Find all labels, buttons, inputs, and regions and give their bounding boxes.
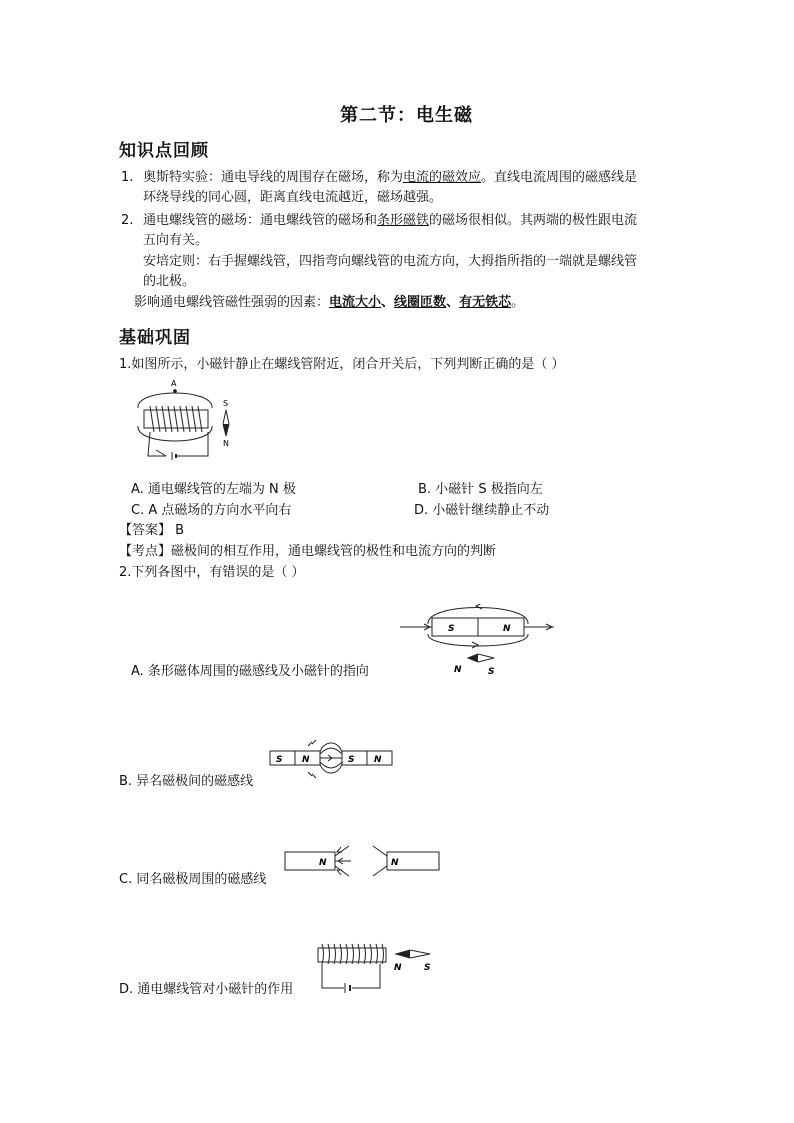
fig1-label-n: N bbox=[223, 439, 229, 448]
question-1-option-b[interactable]: B. 小磁针 S 极指向左 bbox=[418, 482, 543, 497]
fig1-label-s: S bbox=[223, 399, 229, 408]
review-factors bbox=[134, 293, 524, 313]
question-2-figure-a bbox=[398, 604, 558, 676]
figa-label-s: S bbox=[448, 624, 455, 634]
figc-field-lines bbox=[335, 846, 387, 876]
fig1-switch bbox=[156, 450, 166, 456]
question-2-figure-d bbox=[312, 938, 442, 998]
question-1-option-a[interactable]: A. 通电螺线管的左端为 N 极 bbox=[131, 482, 296, 497]
review-item-2-text-cont: 的磁场很相似。其两端的极性跟电流 bbox=[429, 213, 638, 228]
question-2-option-a[interactable]: A. 条形磁体周围的磁感线及小磁针的指向 bbox=[131, 664, 369, 679]
fig1-label-a: A bbox=[171, 379, 177, 388]
review-item-1-line1 bbox=[143, 168, 637, 188]
figd-circuit bbox=[322, 964, 380, 988]
figb-label-s2: S bbox=[348, 755, 355, 765]
figc-label-n2: N bbox=[391, 858, 399, 868]
question-2-figure-b bbox=[268, 738, 398, 780]
figb-label-n1: N bbox=[302, 755, 310, 765]
factor-core: 有无铁芯 bbox=[459, 295, 512, 310]
figd-needle-label-n: N bbox=[394, 963, 402, 973]
figa-needle-label-s: S bbox=[488, 667, 495, 676]
answer-label: 【答案】 bbox=[119, 523, 172, 538]
figa-label-n: N bbox=[503, 624, 511, 634]
section-heading-basics: 基础巩固 bbox=[119, 328, 191, 348]
review-item-2-number: 2. bbox=[121, 213, 134, 228]
question-1-answer bbox=[119, 521, 184, 541]
figa-arrow-top bbox=[476, 604, 482, 609]
fig1-circuit bbox=[148, 432, 208, 456]
figa-needle-n-half bbox=[468, 654, 478, 662]
figb-label-n2: N bbox=[374, 755, 382, 765]
review-item-2-line2: 五向有关。 bbox=[143, 233, 209, 248]
question-1-point bbox=[119, 542, 496, 562]
figd-core bbox=[318, 948, 386, 962]
review-item-1-underlined-term: 电流的磁效应 bbox=[403, 170, 482, 185]
question-2-option-c[interactable]: C. 同名磁极周围的磁感线 bbox=[119, 872, 267, 887]
review-item-1-text-cont: 。直线电流周围的磁感线是 bbox=[481, 170, 638, 185]
fig1-field-line-top bbox=[138, 393, 212, 408]
point-value: 磁极间的相互作用，通电螺线管的极性和电流方向的判断 bbox=[171, 544, 497, 559]
review-item-2-underlined-term: 条形磁铁 bbox=[377, 213, 430, 228]
factors-label: 影响通电螺线管磁性强弱的因素： bbox=[134, 295, 330, 310]
factor-separator: 、 bbox=[446, 295, 460, 310]
factor-turns: 线圈匝数 bbox=[394, 295, 447, 310]
figd-needle-label-s: S bbox=[424, 963, 431, 973]
question-2-stem: 2.下列各图中，有错误的是（ ） bbox=[119, 565, 305, 580]
figc-label-n1: N bbox=[319, 858, 327, 868]
review-item-2-text: 通电螺线管的磁场：通电螺线管的磁场和 bbox=[143, 213, 378, 228]
review-item-2-line4: 的北极。 bbox=[143, 274, 196, 289]
question-1-figure bbox=[126, 376, 246, 472]
fig1-needle-n-half bbox=[223, 424, 229, 436]
section-heading-review: 知识点回顾 bbox=[119, 141, 209, 161]
review-item-1-number: 1. bbox=[121, 170, 134, 185]
question-2-figure-c bbox=[283, 842, 443, 882]
figa-needle-label-n: N bbox=[454, 665, 462, 675]
answer-value: B bbox=[175, 523, 185, 538]
figb-label-s1: S bbox=[276, 755, 283, 765]
review-item-2-line1 bbox=[143, 211, 637, 231]
question-1-stem: 1.如图所示，小磁针静止在螺线管附近，闭合开关后，下列判断正确的是（ ） bbox=[119, 357, 565, 372]
point-label: 【考点】 bbox=[119, 544, 172, 559]
figd-needle-n-half bbox=[396, 950, 410, 958]
review-item-1-line2: 环绕导线的同心圆，距离直线电流越近，磁场越强。 bbox=[143, 190, 443, 205]
question-1-option-c[interactable]: C. A 点磁场的方向水平向右 bbox=[131, 503, 292, 518]
question-1-option-d[interactable]: D. 小磁针继续静止不动 bbox=[414, 503, 550, 518]
factor-current: 电流大小 bbox=[329, 295, 382, 310]
figc-magnet-left bbox=[285, 852, 335, 870]
question-2-option-d[interactable]: D. 通电螺线管对小磁针的作用 bbox=[119, 982, 294, 997]
review-item-1-text: 奥斯特实验：通电导线的周围存在磁场，称为 bbox=[143, 170, 404, 185]
question-2-option-b[interactable]: B. 异名磁极间的磁感线 bbox=[119, 774, 254, 789]
figa-arrow-bottom bbox=[472, 642, 478, 648]
figd-coil bbox=[322, 944, 384, 964]
page-title: 第二节：电生磁 bbox=[340, 105, 473, 126]
factors-end: 。 bbox=[511, 295, 525, 310]
figb-field-lines bbox=[320, 743, 342, 773]
factor-separator: 、 bbox=[381, 295, 395, 310]
review-item-2-line3: 安培定则：右手握螺线管，四指弯向螺线管的电流方向，大拇指所指的一端就是螺线管 bbox=[143, 254, 638, 269]
fig1-point-a bbox=[173, 389, 177, 393]
